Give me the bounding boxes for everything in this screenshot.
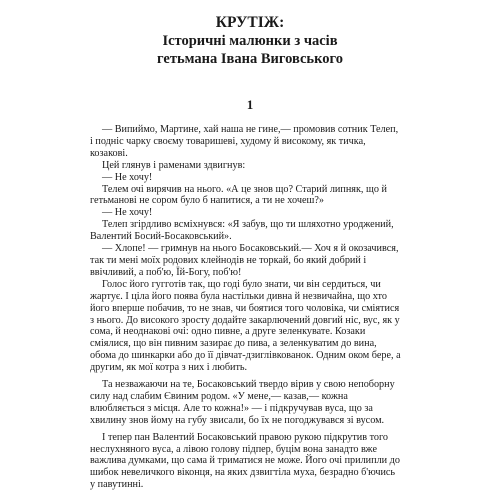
paragraph: — Випиймо, Мартине, хай наша не гине,— промовив сотник Телеп, і подніс чарку своєму товаришеві, худому й високому, як тичка, козакові. <box>90 124 399 159</box>
chapter-number: 1 <box>246 97 254 112</box>
title-main: КРУТІЖ: <box>215 14 285 31</box>
chapter-title <box>110 14 390 68</box>
body-text <box>90 124 402 491</box>
title-subtitle-line-2: гетьмана Івана Виговського <box>157 51 343 67</box>
paragraph: Телем очі вирячив на нього. «А це знов що? Старий липняк, що й гетьманові не сором було б напитися, а ти не хочеш?» <box>90 183 387 207</box>
paragraph: І тепер пан Валентий Босаковський правою рукою підкрутив того неслухняного вуса, а лівою голову підпер, буцім вона занадто вже важлива думками, що сама й триматися не може. Його очі прилипли до шибок невеличкого віконця, на яких дзвигтіла муха, безрадно б'ючись у павутинні. <box>90 431 400 491</box>
paragraph: Голос його гугготів так, що годі було знати, чи він сердиться, чи жартує. І ціла його поява була настільки дивна й незвичайна, що хто його вперше побачив, то не знав, чи боятися того чоловіка, чи сміятися з нього. До високого зросту додайте закарлючений довгий ніс, вус, як у сома, й неоднакові очі: одно пивне, а друге зеленкувате. Козаки сміялися, що він пивним зазирає до пива, а зеленкуватим до вина, обома до шинкарки або до її дівчат-дзиглівкованок. Одним оком бере, а другим, як мої котра з них і любить. <box>90 278 401 374</box>
paragraph: — Не хочу! <box>102 207 153 219</box>
paragraph: Та незважаючи на те, Босаковський твердо вірив у свою непоборну силу над слабим Євиним родом. «У мене,— казав,— кожна влюбляється з місця. Але то кожна!» — і підкручував вуса, що за хвилину знов йому на губу звисали, бо їх не погоджувався зі вусом. <box>90 379 395 426</box>
title-subtitle-line-1: Історичні малюнки з часів <box>162 33 338 49</box>
paragraph: — Не хочу! <box>102 171 153 183</box>
paragraph: — Хлопе! — гримнув на нього Босаковський.— Хоч я й окозачився, так ти мені моїх родових клейнодів не торкай, бо який добрий і ввічливий, а поб'ю, Їй-Богу, поб'ю! <box>90 243 399 278</box>
paragraph: Телеп згірдливо всміхнувся: «Я забув, що ти шляхотно уроджений, Валентий Босий-Босаковський». <box>90 219 394 243</box>
paragraph: Цей глянув і раменами здвигнув: <box>102 159 246 171</box>
